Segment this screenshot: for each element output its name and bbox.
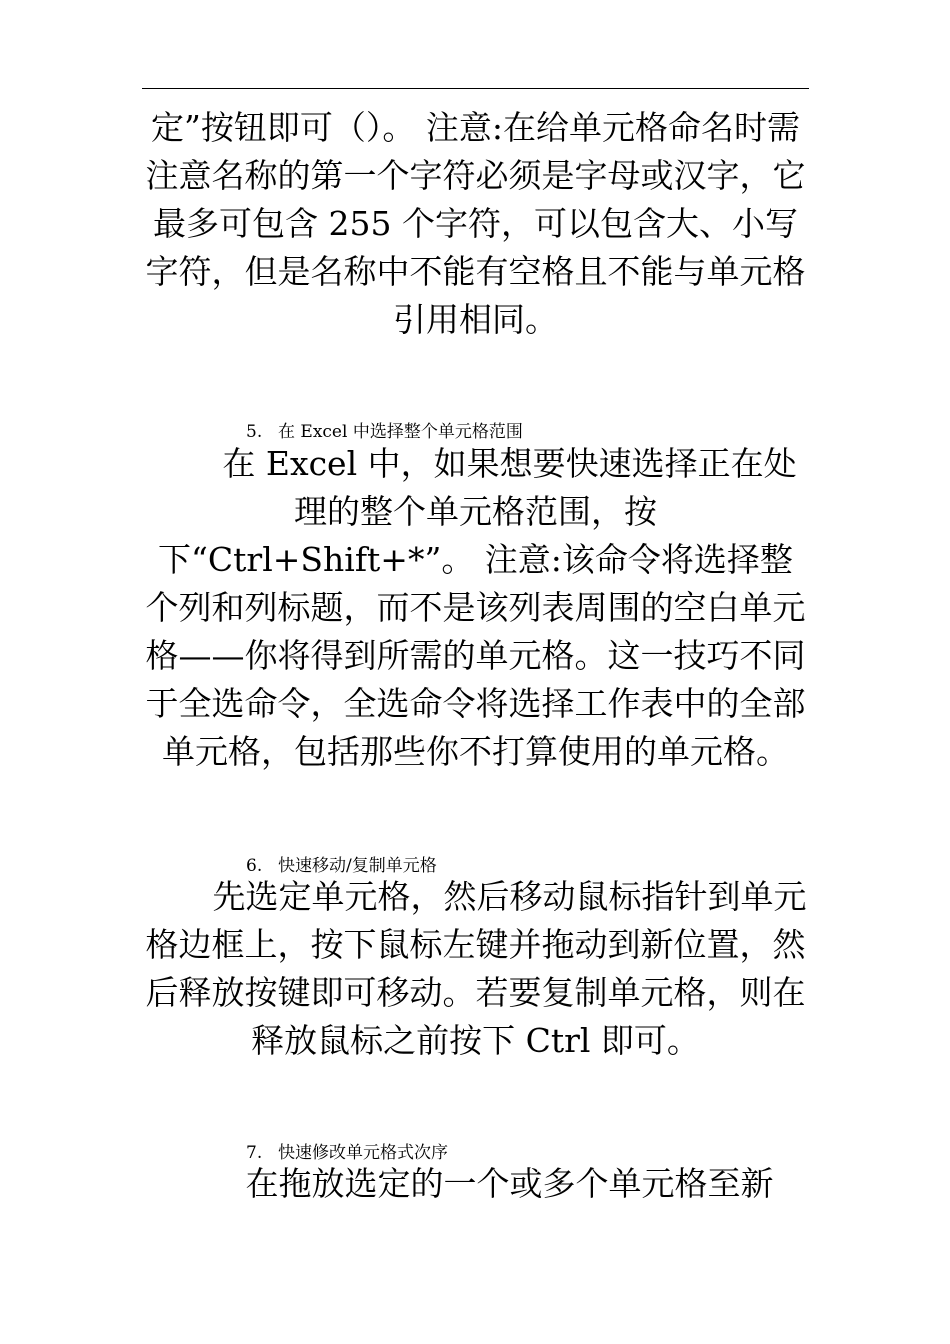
section-6-body: 先选定单元格，然后移动鼠标指针到单元格边框上，按下鼠标左键并拖动到新位置，然后释放按键即可移动。若要复制单元格，则在释放鼠标之前按下 Ctrl 即可。	[145, 877, 807, 1060]
section-title: 快速修改单元格式次序	[278, 1143, 448, 1163]
section-title: 在 Excel 中选择整个单元格范围	[278, 422, 523, 442]
section-5-body: 在 Excel 中，如果想要快速选择正在处理的整个单元格范围，按下“Ctrl+Shift+*”。 注意:该命令将选择整个列和列标题，而不是该列表周围的空白单元格——你将得到所需的单元格。这一技巧不同于全选命令，全选命令将选择工作表中的全部单元格，包括那些你不打算使用的单元格。	[145, 444, 806, 771]
section-number: 7.	[246, 1143, 263, 1163]
section-number: 5.	[246, 422, 263, 442]
section-title: 快速移动/复制单元格	[278, 856, 437, 876]
continued-paragraph: 定”按钮即可（）。 注意:在给单元格命名时需注意名称的第一个字符必须是字母或汉字，它最多可包含 255 个字符，可以包含大、小写字符，但是名称中不能有空格且不能与单元格引用相同。	[145, 108, 806, 339]
header-rule	[142, 88, 809, 89]
section-number: 6.	[246, 856, 263, 876]
section-7-body: 在拖放选定的一个或多个单元格至新	[245, 1164, 774, 1203]
